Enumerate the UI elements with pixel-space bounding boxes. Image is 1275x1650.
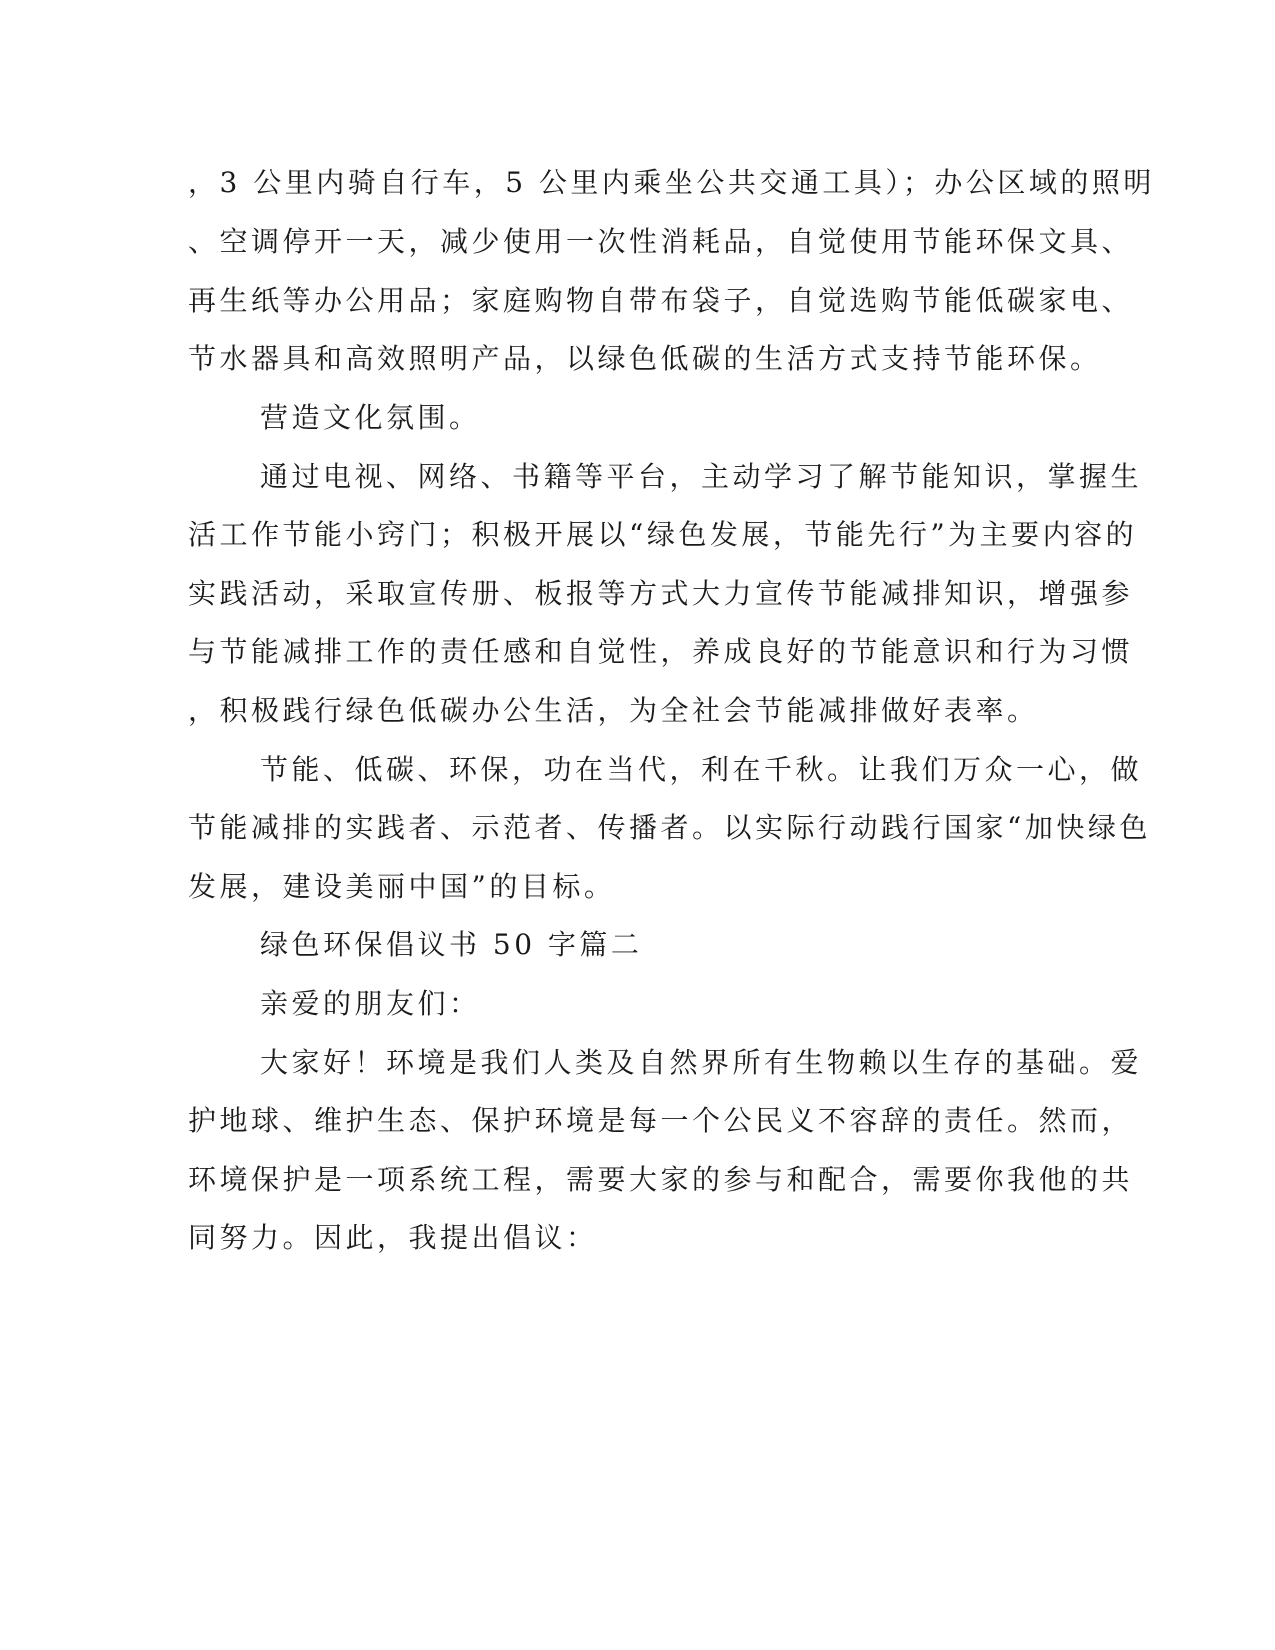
- text-line: 再生纸等办公用品；家庭购物自带布袋子，自觉选购节能低碳家电、: [188, 284, 1134, 317]
- text-line: 护地球、维护生态、保护环境是每一个公民义不容辞的责任。然而，: [188, 1104, 1134, 1137]
- paragraph-first-line: 大家好！环境是我们人类及自然界所有生物赖以生存的基础。爱: [260, 1046, 1143, 1079]
- section-title: 绿色环保倡议书 50 字篇二: [260, 928, 643, 961]
- text-line: 发展，建设美丽中国”的目标。: [188, 870, 616, 903]
- text-line: ，积极践行绿色低碳办公生活，为全社会节能减排做好表率。: [188, 694, 1039, 727]
- paragraph-first-line: 通过电视、网络、书籍等平台，主动学习了解节能知识，掌握生: [260, 460, 1143, 493]
- salutation: 亲爱的朋友们：: [260, 987, 481, 1020]
- text-line: 活工作节能小窍门；积极开展以“绿色发展，节能先行”为主要内容的: [188, 518, 1138, 551]
- text-line: 环境保护是一项系统工程，需要大家的参与和配合，需要你我他的共: [188, 1163, 1134, 1196]
- text-line: 实践活动，采取宣传册、板报等方式大力宣传节能减排知识，增强参: [188, 577, 1134, 610]
- paragraph-first-line: 节能、低碳、环保，功在当代，利在千秋。让我们万众一心，做: [260, 753, 1143, 786]
- text-line: ，3 公里内骑自行车，5 公里内乘坐公共交通工具）；办公区域的照明: [188, 166, 1155, 199]
- text-line: 节水器具和高效照明产品，以绿色低碳的生活方式支持节能环保。: [188, 342, 1102, 375]
- text-line: 、空调停开一天，减少使用一次性消耗品，自觉使用节能环保文具、: [188, 225, 1134, 258]
- text-line: 节能减排的实践者、示范者、传播者。以实际行动践行国家“加快绿色: [188, 811, 1151, 844]
- text-line: 与节能减排工作的责任感和自觉性，养成良好的节能意识和行为习惯: [188, 635, 1134, 668]
- text-line: 同努力。因此，我提出倡议：: [188, 1221, 598, 1254]
- section-heading: 营造文化氛围。: [260, 401, 481, 434]
